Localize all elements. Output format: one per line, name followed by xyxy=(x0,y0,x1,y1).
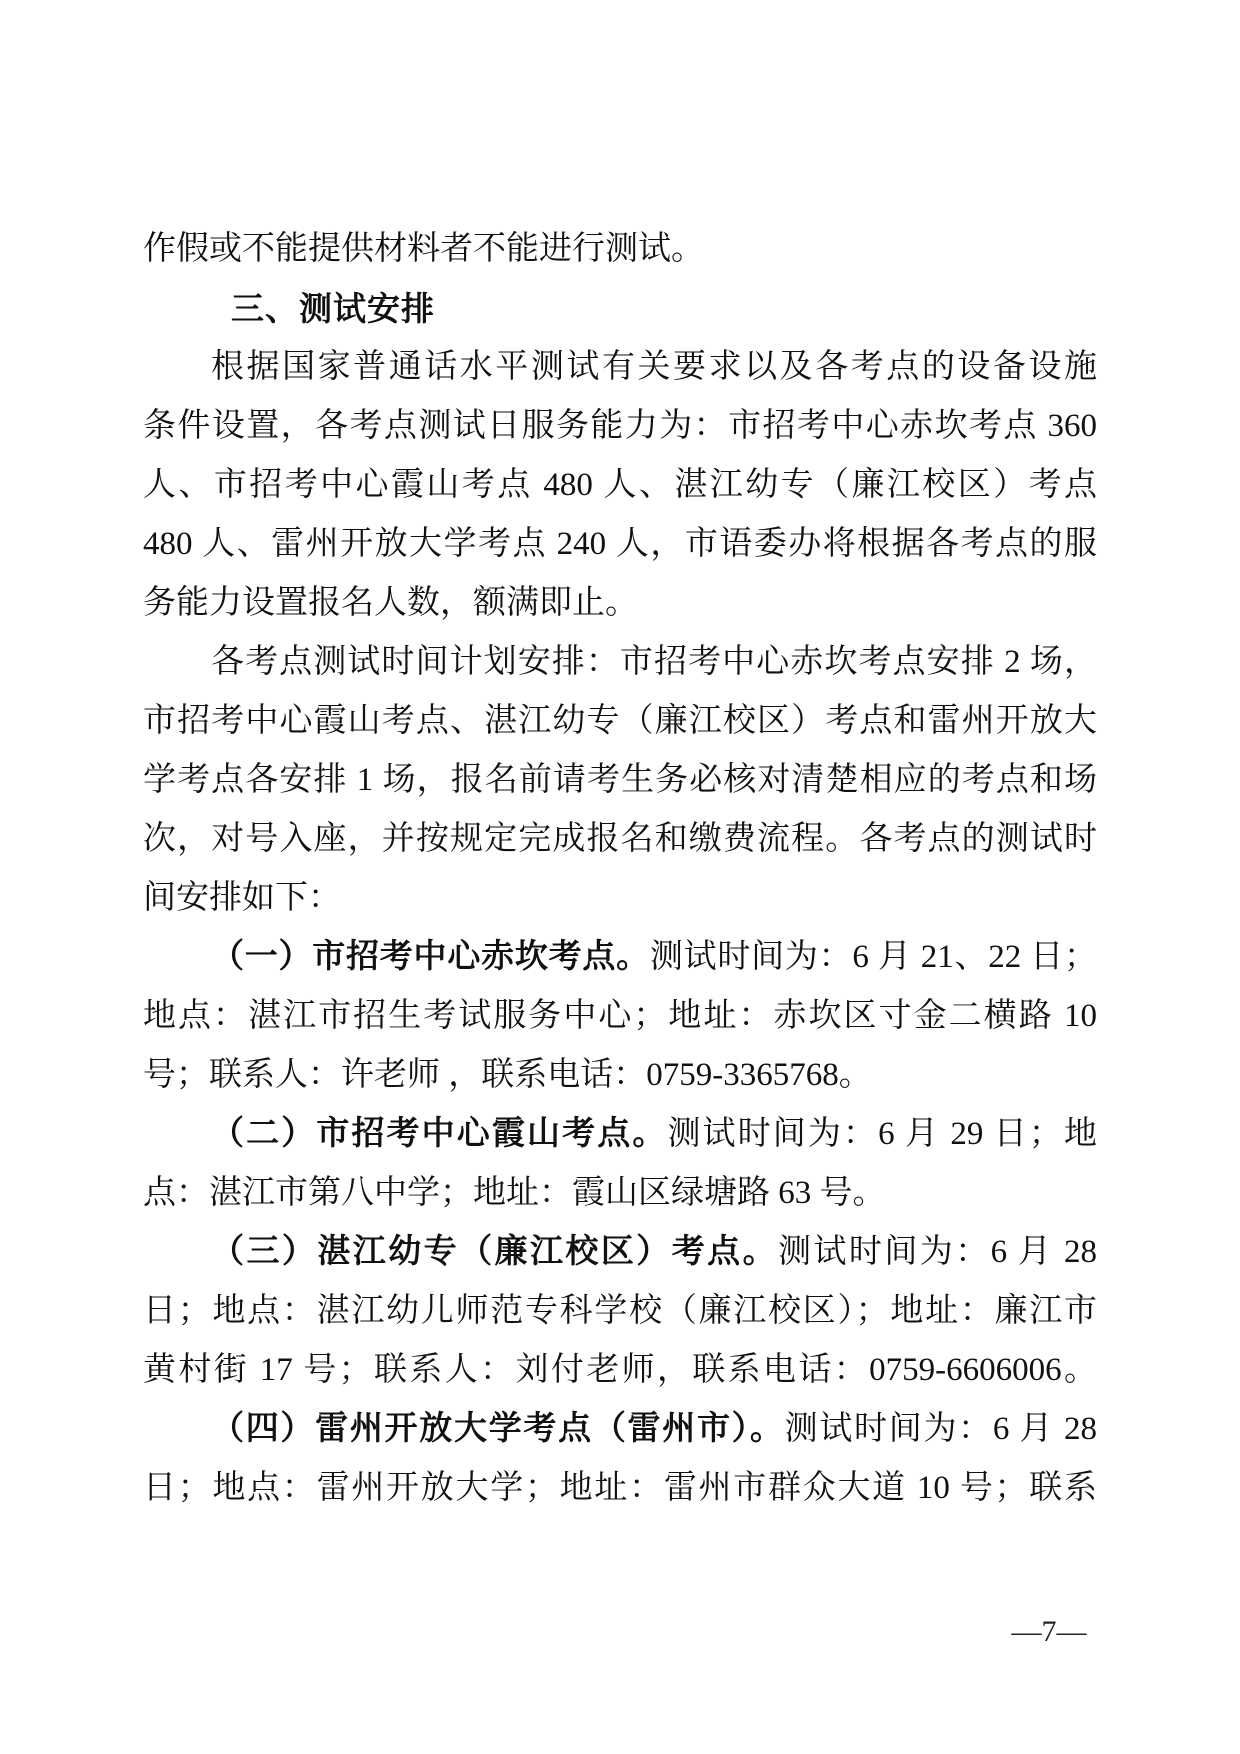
body-text: 点：湛江市第八中学；地址：霞山区绿塘路 63 号。 xyxy=(143,1175,886,1211)
body-text: 日；地点：湛江幼儿师范专科学校（廉江校区）；地址：廉江市 xyxy=(143,1293,1097,1329)
body-text: 作假或不能提供材料者不能进行测试。 xyxy=(143,231,704,267)
document-line xyxy=(143,1400,1097,1459)
body-text: 各考点测试时间计划安排：市招考中心赤坎考点安排 2 场， xyxy=(211,644,1097,680)
document-line xyxy=(143,1341,1097,1400)
document-line xyxy=(143,869,1097,928)
document-line xyxy=(143,692,1097,751)
document-line xyxy=(143,928,1097,987)
document-line xyxy=(143,574,1097,633)
body-text: 学考点各安排 1 场，报名前请考生务必核对清楚相应的考点和场 xyxy=(143,762,1097,798)
body-text: 次，对号入座，并按规定完成报名和缴费流程。各考点的测试时 xyxy=(143,821,1097,857)
body-text: 480 人、雷州开放大学考点 240 人，市语委办将根据各考点的服 xyxy=(143,526,1097,562)
bold-text: （三）湛江幼专（廉江校区）考点。 xyxy=(211,1234,779,1270)
page-number: —7— xyxy=(1011,1615,1087,1648)
document-line xyxy=(143,456,1097,515)
section-heading xyxy=(143,279,1097,338)
document-line xyxy=(143,987,1097,1046)
document-line xyxy=(143,397,1097,456)
body-text: 测试时间为：6 月 28 xyxy=(778,1234,1098,1270)
document-line xyxy=(143,810,1097,869)
document-line xyxy=(143,1282,1097,1341)
body-text: 间安排如下： xyxy=(143,880,341,916)
body-text: 黄村街 17 号；联系人：刘付老师，联系电话：0759-6606006。 xyxy=(143,1352,1097,1388)
document-line xyxy=(143,1046,1097,1105)
body-text: 测试时间为：6 月 28 xyxy=(784,1411,1098,1447)
document-line xyxy=(143,1459,1097,1518)
document-line xyxy=(143,1223,1097,1282)
document-line xyxy=(143,1105,1097,1164)
body-text: 地点：湛江市招生考试服务中心；地址：赤坎区寸金二横路 10 xyxy=(143,998,1097,1034)
document-line xyxy=(143,515,1097,574)
body-text: 测试时间为：6 月 21、22 日； xyxy=(649,939,1098,975)
body-text: 根据国家普通话水平测试有关要求以及各考点的设备设施 xyxy=(211,349,1097,385)
document-line xyxy=(143,338,1097,397)
body-text: 市招考中心霞山考点、湛江幼专（廉江校区）考点和雷州开放大 xyxy=(143,703,1097,739)
body-text: 测试时间为：6 月 29 日；地 xyxy=(667,1116,1098,1152)
bold-text: 三、测试安排 xyxy=(231,290,435,327)
body-text: 务能力设置报名人数，额满即止。 xyxy=(143,585,638,621)
document-line xyxy=(143,1164,1097,1223)
bold-text: （一）市招考中心赤坎考点。 xyxy=(211,939,650,975)
bold-text: （二）市招考中心霞山考点。 xyxy=(211,1116,668,1152)
body-text: 日；地点：雷州开放大学；地址：雷州市群众大道 10 号；联系 xyxy=(143,1470,1097,1506)
bold-text: （四）雷州开放大学考点（雷州市）。 xyxy=(211,1411,785,1447)
body-text: 条件设置，各考点测试日服务能力为：市招考中心赤坎考点 360 xyxy=(143,408,1097,444)
document-body xyxy=(143,220,1097,1518)
document-line xyxy=(143,751,1097,810)
body-text: 号；联系人：许老师 ，联系电话：0759-3365768。 xyxy=(143,1057,872,1093)
document-line xyxy=(143,220,1097,279)
body-text: 人、市招考中心霞山考点 480 人、湛江幼专（廉江校区）考点 xyxy=(143,467,1097,503)
document-line xyxy=(143,633,1097,692)
